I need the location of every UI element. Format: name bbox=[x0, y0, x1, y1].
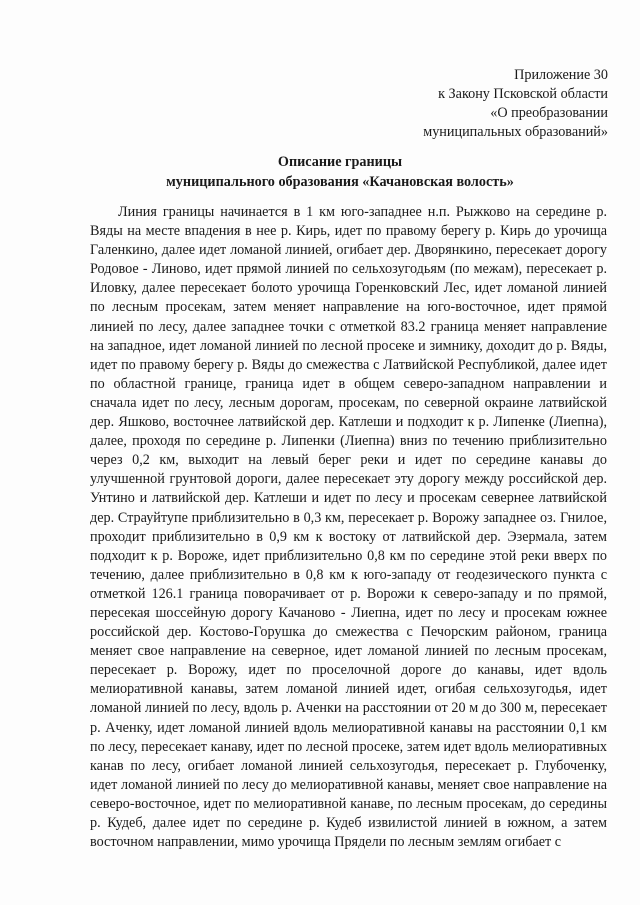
appendix-law-reference: к Закону Псковской области bbox=[438, 86, 608, 102]
boundary-description-paragraph: Линия границы начинается в 1 км юго-западнее н.п. Рыжково на середине р. Вяды на месте впадения в нее р. Кирь, идет по правому берегу р. Кирь до урочища Галенкино, далее идет ломаной линией, огибает дер. Дворянкино, пересекает дорогу Родовое - Линово, идет прямой линией по сельхозугодьям (по межам), пересекает р. Иловку, далее пересекает болото урочища Горенковский Лес, идет ломаной линией по лесным просекам, затем меняет направление на юго-восточное, идет прямой линией по лесу, далее западнее точки с отметкой 83.2 граница меняет направление на западное, идет ломаной линией по лесной просеке и зимнику, доходит до р. Вяды, идет по правому берегу р. Вяды до смежества с Латвийской Республикой, далее идет по областной границе, граница идет в общем северо-западном направлении и сначала идет по лесу, лесным дорогам, просекам, по северной окраине латвийской дер. Яшково, восточнее латвийской дер. Катлеши и подходит к р. Липенке (Лиепна), далее, проходя по середине р. Липенки (Лиепна) вниз по течению приблизительно через 0,2 км, выходит на левый берег реки и идет по середине канавы до улучшенной грунтовой дороги, далее пересекает эту дорогу между российской дер. Унтино и латвийской дер. Катлеши и идет по лесу и просекам севернее латвийской дер. Страуйтупе приблизительно в 0,3 км, пересекает р. Ворожу западнее оз. Гнилое, проходит приблизительно в 0,9 км к востоку от латвийской дер. Эзермала, затем подходит к р. Вороже, идет приблизительно 0,8 км по середине этой реки вверх по течению, далее приблизительно в 0,8 км к юго-западу от геодезического пункта с отметкой 126.1 граница поворачивает от р. Ворожи к северо-западу и по прямой, пересекая шоссейную дорогу Качаново - Лиепна, идет по лесу и просекам южнее российской дер. Костово-Горушка до смежества с Печорским районом, граница меняет свое направление на северное, идет ломаной линией по лесным просекам, пересекает р. Ворожу, идет по проселочной дороге до канавы, идет вдоль мелиоративной канавы, затем ломаной линией идет, огибая сельхозугодья, идет ломаной линией по лесу, вдоль р. Аченки на расстоянии от 20 м до 300 м, пересекает р. Аченку, идет ломаной линией вдоль мелиоративной канавы на расстоянии 0,1 км по лесу, пересекает канаву, идет по лесной просеке, затем идет вдоль мелиоративных канав по лесу, огибает ломаной линией сельхозугодья, пересекает р. Глубоченку, идет ломаной линией по лесу до мелиоративной канавы, меняет свое направление на северо-восточное, идет по мелиоративной канаве, по лесным просекам, до середины р. Кудеб, далее идет по середине р. Кудеб извилистой линией в южном, а затем восточном направлении, мимо урочища Прядели по лесным землям огибает с bbox=[90, 204, 607, 851]
document-title bbox=[60, 153, 620, 192]
document-title-line1: Описание границы bbox=[277, 154, 403, 170]
appendix-law-title-line2: муниципальных образований» bbox=[423, 124, 608, 140]
document-title-line2: муниципального образования «Качановская волость» bbox=[166, 173, 514, 190]
appendix-law-title-line1: «О преобразовании bbox=[490, 105, 608, 121]
appendix-header bbox=[348, 66, 608, 142]
appendix-number: Приложение 30 bbox=[514, 67, 608, 83]
